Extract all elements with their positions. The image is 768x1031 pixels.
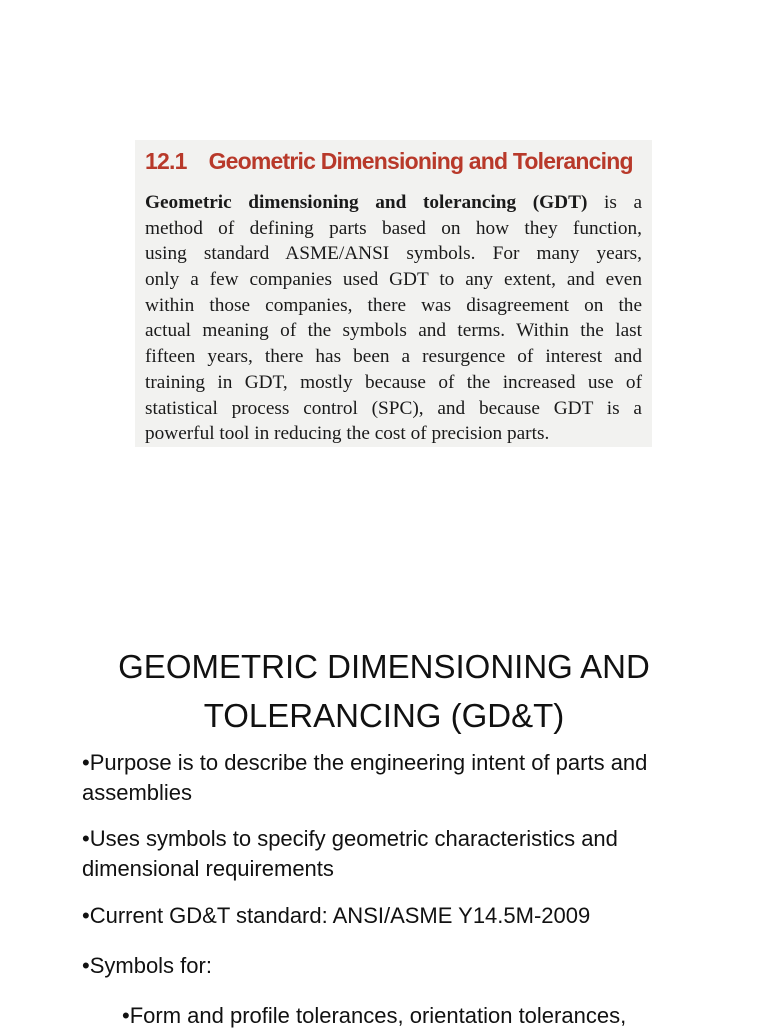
slide-title: GEOMETRIC DIMENSIONING AND TOLERANCING (GD&T): [118, 648, 650, 734]
excerpt-line: method of defining parts based on how they function,: [145, 217, 642, 239]
excerpt-line: training in GDT, mostly because of the increased use of: [145, 371, 642, 393]
excerpt-line: Geometric dimensioning and tolerancing (GDT) is a: [145, 192, 642, 213]
excerpt-line: statistical process control (SPC), and because GDT is a: [145, 397, 642, 419]
section-title: Geometric Dimensioning and Tolerancing: [208, 148, 633, 174]
excerpt-line: using standard ASME/ANSI symbols. For many years,: [145, 243, 642, 265]
excerpt-line: fifteen years, there has been a resurgence of interest and: [145, 346, 642, 368]
excerpt-term: Geometric dimensioning and tolerancing (GDT): [145, 192, 588, 213]
excerpt-line: only a few companies used GDT to any extent, and even: [145, 269, 642, 291]
sub-bullet-form-profile: •Form and profile tolerances, orientation tolerances,: [122, 1003, 627, 1028]
section-number: 12.1: [145, 148, 187, 174]
bullet-standard: •Current GD&T standard: ANSI/ASME Y14.5M-2009: [82, 903, 591, 928]
textbook-excerpt-image: [135, 140, 652, 447]
excerpt-line: within those companies, there was disagreement on the: [145, 294, 642, 316]
section-heading: [145, 148, 633, 175]
excerpt-line: actual meaning of the symbols and terms. Within the last: [145, 320, 642, 342]
excerpt-paragraph: [145, 190, 642, 447]
bullet-symbols-for: •Symbols for:: [82, 953, 212, 978]
bullet-symbols-use: •Uses symbols to specify geometric characteristics and dimensional requirements: [82, 826, 618, 881]
bullet-purpose: •Purpose is to describe the engineering intent of parts and assemblies: [82, 750, 648, 805]
excerpt-line: powerful tool in reducing the cost of precision parts.: [145, 423, 550, 445]
